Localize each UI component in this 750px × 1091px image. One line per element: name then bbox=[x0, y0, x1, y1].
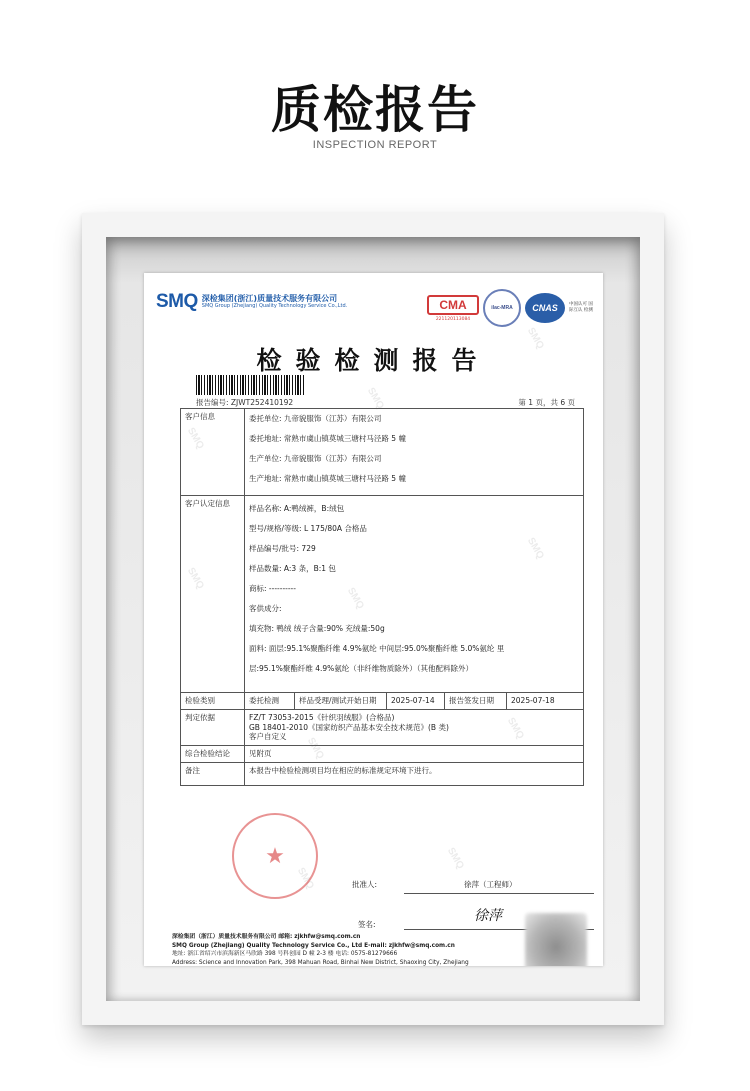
approver-label: 批准人: bbox=[352, 880, 378, 889]
watermark: SMQ bbox=[504, 715, 526, 742]
conclusion-label: 综合检验结论 bbox=[181, 746, 245, 763]
table-row bbox=[181, 746, 584, 763]
standard-gb: GB 18401-2010《国家纺织产品基本安全技术规范》(B 类) bbox=[249, 722, 449, 732]
watermark: SMQ bbox=[184, 565, 206, 592]
remarks-label: 备注 bbox=[181, 762, 245, 785]
page-subtitle: INSPECTION REPORT bbox=[312, 139, 438, 151]
cnas-caption: 中国认可 国际互认 检测 bbox=[569, 302, 593, 313]
filling-info: 填充物: 鸭绒 绒子含量:90% 充绒量:50g bbox=[249, 624, 385, 633]
approver-line bbox=[404, 893, 594, 894]
official-seal-icon: ★ bbox=[232, 813, 318, 899]
footer-address-en: Address: Science and Innovation Park, 398 Mahuan Road, Binhai New District, Shaoxing City, Zhejiang bbox=[172, 960, 469, 966]
basis-cell bbox=[245, 709, 584, 745]
cma-logo bbox=[427, 295, 479, 322]
watermark: SMQ bbox=[344, 585, 366, 612]
report-number: 报告编号: ZJWT252410192 bbox=[196, 398, 294, 407]
watermark: SMQ bbox=[184, 425, 206, 452]
approver-name: 徐萍（工程师） bbox=[464, 880, 517, 889]
smq-logo bbox=[156, 291, 347, 313]
sample-quantity: 样品数量: A:3 条，B:1 包 bbox=[249, 564, 336, 573]
watermark: SMQ bbox=[524, 535, 546, 562]
smq-logo-mark: SMQ bbox=[156, 291, 198, 312]
basis-label: 判定依据 bbox=[181, 709, 245, 745]
footer-address-cn: 地址: 浙江省绍兴市滨海新区马欣路 398 号科创园 D 幢 2-3 楼 电话: 0575-81279666 bbox=[172, 951, 398, 958]
company-name-cn: 深检集团(浙江)质量技术服务有限公司 bbox=[201, 293, 338, 303]
signer-label: 签名: bbox=[358, 920, 376, 929]
manufacturer: 生产单位: 九帝貌服饰（江苏）有限公司 bbox=[249, 454, 382, 463]
standard-fzt: FZ/T 73053-2015《针织羽绒服》(合格品) bbox=[249, 712, 395, 722]
ilac-mra-icon: ilac-MRA bbox=[483, 289, 521, 327]
barcode-icon bbox=[196, 375, 304, 395]
model-spec-grade: 型号/规格/等级: L 175/80A 合格品 bbox=[249, 524, 367, 533]
footer-company-cn: 深检集团（浙江）质量技术服务有限公司 邮箱: zjkhfw@smq.com.cn bbox=[172, 934, 361, 940]
client-unit: 委托单位: 九帝貌服饰（江苏）有限公司 bbox=[249, 414, 382, 423]
table-row bbox=[181, 762, 584, 785]
watermark: SMQ bbox=[364, 385, 386, 412]
conclusion-value: 见附页 bbox=[245, 746, 584, 763]
fabric-info: 面料: 面层:95.1%聚酯纤维 4.9%氨纶 中间层:95.0%聚酯纤维 5.0%氨纶 里 bbox=[249, 644, 505, 653]
sample-name: 样品名称: A:鸭绒裤，B:绒包 bbox=[249, 504, 345, 513]
receipt-date-value: 2025-07-14 bbox=[387, 693, 445, 710]
receipt-date-label: 样品受理/测试开始日期 bbox=[295, 693, 387, 710]
table-row bbox=[181, 693, 584, 710]
issue-date-value: 2025-07-18 bbox=[507, 693, 584, 710]
certification-logos bbox=[427, 289, 595, 327]
table-row bbox=[181, 496, 584, 693]
company-name-en: SMQ Group (Zhejiang) Quality Technology Service Co.,Ltd. bbox=[201, 302, 348, 309]
customer-confirm-cell bbox=[245, 496, 584, 693]
watermark: SMQ bbox=[444, 845, 466, 872]
cnas-icon: CNAS bbox=[525, 293, 565, 323]
standard-custom: 客户自定义 bbox=[249, 732, 287, 742]
remarks-value: 本报告中检验检测项目均在相应的标准规定环境下进行。 bbox=[245, 762, 584, 785]
page-number: 第 1 页，共 6 页 bbox=[518, 398, 575, 407]
issue-date-label: 报告签发日期 bbox=[445, 693, 507, 710]
supplied-composition: 客供成分: bbox=[249, 604, 282, 613]
handwritten-signature: 徐萍 bbox=[474, 908, 502, 924]
document-title: 检验检测报告 bbox=[256, 346, 491, 375]
manufacturer-address: 生产地址: 常熟市虞山镇莫城三塘村马泾路 5 幢 bbox=[249, 474, 406, 483]
trademark: 商标: ---------- bbox=[249, 584, 296, 593]
inspection-report-document bbox=[144, 273, 603, 966]
photo-frame bbox=[82, 213, 664, 1025]
page-title: 质检报告 bbox=[271, 81, 479, 139]
table-row bbox=[181, 709, 584, 745]
table-row bbox=[181, 409, 584, 496]
fabric-info-continued: 层:95.1%聚酯纤维 4.9%氨纶（非纤维物质除外）（其他配料除外） bbox=[249, 664, 474, 673]
customer-confirm-label: 客户认定信息 bbox=[181, 496, 245, 693]
sample-batch-number: 样品编号/批号: 729 bbox=[249, 544, 316, 553]
document-footer bbox=[172, 933, 522, 966]
cma-number: 221120113084 bbox=[435, 316, 471, 322]
report-table bbox=[180, 408, 584, 786]
inspection-type-label: 检验类别 bbox=[181, 693, 245, 710]
customer-info-label: 客户信息 bbox=[181, 409, 245, 496]
watermark: SMQ bbox=[294, 865, 316, 892]
client-address: 委托地址: 常熟市虞山镇莫城三塘村马泾路 5 幢 bbox=[249, 434, 406, 443]
footer-company-en: SMQ Group (Zhejiang) Quality Technology Service Co., Ltd E-mail: zjkhfw@smq.com.cn bbox=[172, 942, 455, 949]
blurred-qr-code bbox=[525, 913, 587, 966]
cma-icon: CMA bbox=[427, 295, 479, 315]
watermark: SMQ bbox=[304, 735, 326, 762]
customer-info-cell bbox=[245, 409, 584, 496]
watermark: SMQ bbox=[524, 325, 546, 352]
inspection-type-value: 委托检测 bbox=[245, 693, 295, 710]
